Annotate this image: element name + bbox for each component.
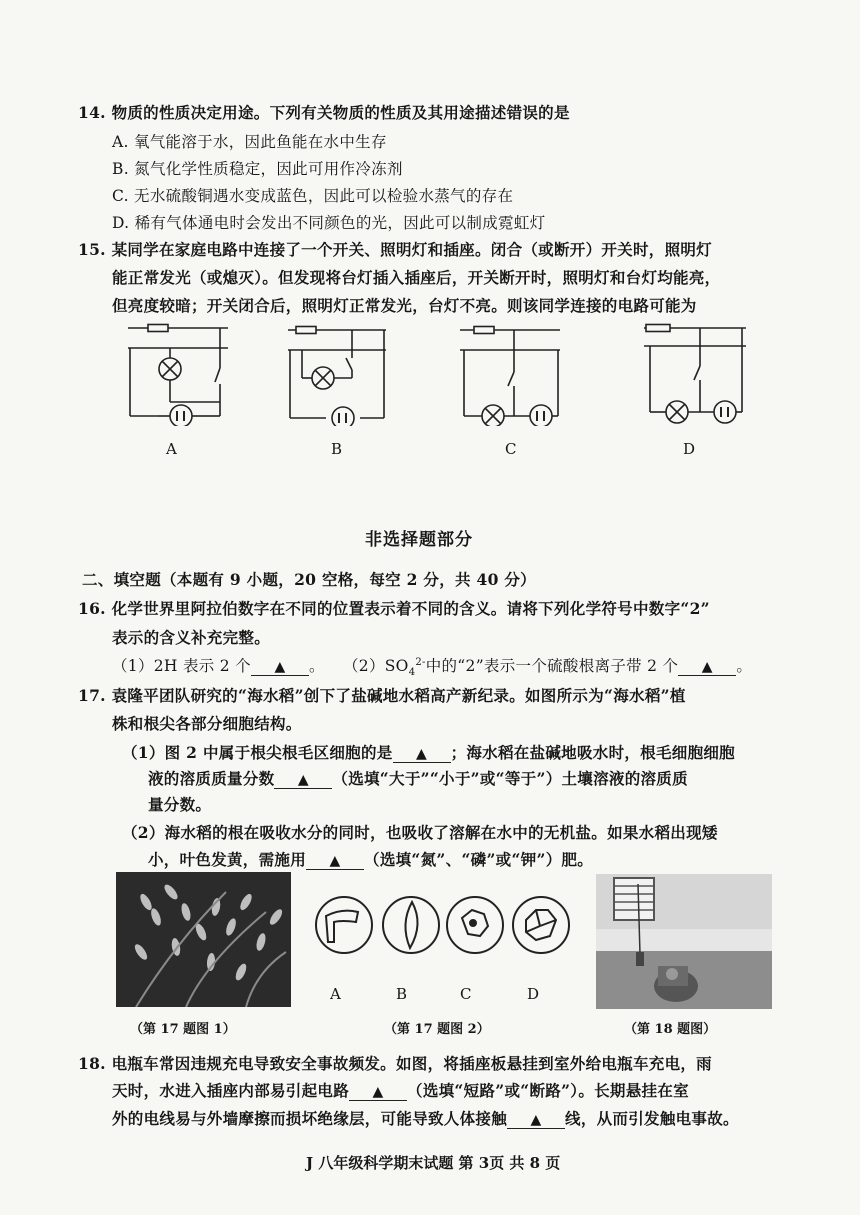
circuit-label-b: B <box>331 440 343 458</box>
q17-p2-line-2 <box>148 848 593 870</box>
q17-p1-text-c: 液的溶质质量分数 <box>148 769 275 788</box>
q14-option-c: C. 无水硫酸铜遇水变成蓝色，因此可以检验水蒸气的存在 <box>112 187 514 205</box>
circuit-label-c: C <box>505 440 517 458</box>
rice-plant-photo <box>116 872 291 1007</box>
sulfate-subscript: 4 <box>408 667 416 679</box>
q18-number: 18. <box>78 1054 106 1073</box>
q15-text-1: 某同学在家庭电路中连接了一个开关、照明灯和插座。闭合（或断开）开关时，照明灯 <box>111 240 712 259</box>
cell-label-b: B <box>396 985 408 1003</box>
figure-17-1-caption: （第 17 题图 1） <box>130 1022 236 1037</box>
q15-line-2: 能正常发光（或熄灭）。但发现将台灯插入插座后，开关断开时，照明灯和台灯均能亮， <box>112 268 721 287</box>
q14-stem-text: 物质的性质决定用途。下列有关物质的性质及其用途描述错误的是 <box>111 103 570 122</box>
root-cell-diagrams <box>312 892 574 960</box>
cell-label-c: C <box>460 985 472 1003</box>
q18-line-3 <box>112 1107 739 1129</box>
q14-option-d: D. 稀有气体通电时会发出不同颜色的光，因此可以制成霓虹灯 <box>112 214 546 232</box>
blank-marker: ▲ <box>701 659 713 675</box>
cell-a-circle <box>316 897 372 953</box>
q17-line-1 <box>78 684 686 706</box>
q18-text-2a: 天时，水进入插座内部易引起电路 <box>112 1081 350 1100</box>
e-bike-charging-photo <box>596 874 772 1009</box>
q18-text-3b: 线，从而引发触电事故。 <box>565 1109 739 1128</box>
q14-stem <box>78 101 570 123</box>
q18-line-2 <box>112 1079 689 1101</box>
q14-option-a: A. 氧气能溶于水，因此鱼能在水中生存 <box>112 133 387 151</box>
q17-number: 17. <box>78 686 106 705</box>
q18-text-2b: （选填“短路”或“断路”）。长期悬挂在室 <box>407 1081 689 1100</box>
q16-part-1 <box>112 654 325 676</box>
q15-line-1 <box>78 238 712 260</box>
figure-18-caption: （第 18 题图） <box>624 1022 717 1037</box>
circuit-label-d: D <box>683 440 696 458</box>
answer-blank[interactable] <box>274 773 332 789</box>
q16-part2-text-b: 中的“2”表示一个硫酸根离子带 2 个 <box>425 657 679 675</box>
q17-line-2: 株和根尖各部分细胞结构。 <box>112 714 302 733</box>
q15-number: 15. <box>78 240 106 259</box>
q15-line-3: 但亮度较暗；开关闭合后，照明灯正常发光，台灯不亮。则该同学连接的电路可能为 <box>112 296 697 315</box>
answer-blank[interactable] <box>678 660 736 676</box>
blank-marker: ▲ <box>416 746 428 762</box>
page-footer: J 八年级科学期末试题 第 3页 共 8 页 <box>306 1154 561 1172</box>
answer-blank[interactable] <box>251 660 309 676</box>
q16-part2-text: （2）SO <box>343 657 409 675</box>
q17-text-1: 袁隆平团队研究的“海水稻”创下了盐碱地水稻高产新纪录。如图所示为“海水稻”植 <box>111 686 686 705</box>
circuit-diagram-d <box>638 320 750 424</box>
section-heading: 非选择题部分 <box>365 530 473 550</box>
circuit-label-a: A <box>166 440 177 458</box>
q16-line-1 <box>78 597 710 619</box>
q16-part-2 <box>343 654 752 678</box>
q16-part1-end: 。 <box>308 657 325 675</box>
q17-p1-line-2 <box>148 767 688 789</box>
sulfate-charge: 2- <box>415 656 426 668</box>
blank-marker: ▲ <box>530 1112 542 1128</box>
q16-text-1: 化学世界里阿拉伯数字在不同的位置表示着不同的含义。请将下列化学符号中数字“2” <box>111 599 710 618</box>
q17-p1-text-a: （1）图 2 中属于根尖根毛区细胞的是 <box>122 743 393 762</box>
q17-p2-text-b: 小，叶色发黄，需施用 <box>148 850 307 869</box>
blank-marker: ▲ <box>297 772 309 788</box>
answer-blank[interactable] <box>349 1085 407 1101</box>
answer-blank[interactable] <box>393 747 451 763</box>
q14-number: 14. <box>78 103 106 122</box>
q17-p2-text-c: （选填“氮”、“磷”或“钾”）肥。 <box>364 850 594 869</box>
blank-marker: ▲ <box>329 853 341 869</box>
cell-label-a: A <box>330 985 341 1003</box>
circuit-diagram-a <box>122 322 234 426</box>
q18-text-1: 电瓶车常因违规充电导致安全事故频发。如图，将插座板悬挂到室外给电瓶车充电，雨 <box>111 1054 712 1073</box>
blank-marker: ▲ <box>372 1084 384 1100</box>
q16-number: 16. <box>78 599 106 618</box>
q14-option-b: B. 氮气化学性质稳定，因此可用作冷冻剂 <box>112 160 403 178</box>
q17-p1-text-d: （选填“大于”“小于”或“等于”）土壤溶液的溶质质 <box>332 769 688 788</box>
circuit-diagram-b <box>282 322 394 426</box>
q16-line-2: 表示的含义补充完整。 <box>112 628 271 647</box>
part-title: 二、填空题（本题有 9 小题，20 空格，每空 2 分，共 40 分） <box>82 570 536 589</box>
circuit-diagram-c <box>456 322 568 426</box>
answer-blank[interactable] <box>507 1113 565 1129</box>
cell-label-d: D <box>527 985 540 1003</box>
figure-17-2-caption: （第 17 题图 2） <box>384 1022 490 1037</box>
q17-p1-line-1 <box>122 741 735 763</box>
answer-blank[interactable] <box>306 854 364 870</box>
q17-p1-text-b: ；海水稻在盐碱地吸水时，根毛细胞细胞 <box>450 743 735 762</box>
q16-part2-end: 。 <box>736 657 753 675</box>
q18-text-3a: 外的电线易与外墙摩擦而损坏绝缘层，可能导致人体接触 <box>112 1109 508 1128</box>
q17-p1-line-3: 量分数。 <box>148 795 212 814</box>
q18-line-1 <box>78 1052 712 1074</box>
q17-p2-line-1: （2）海水稻的根在吸收水分的同时，也吸收了溶解在水中的无机盐。如果水稻出现矮 <box>122 823 718 842</box>
blank-marker: ▲ <box>274 659 286 675</box>
q16-part1-text: （1）2H 表示 2 个 <box>112 657 251 675</box>
